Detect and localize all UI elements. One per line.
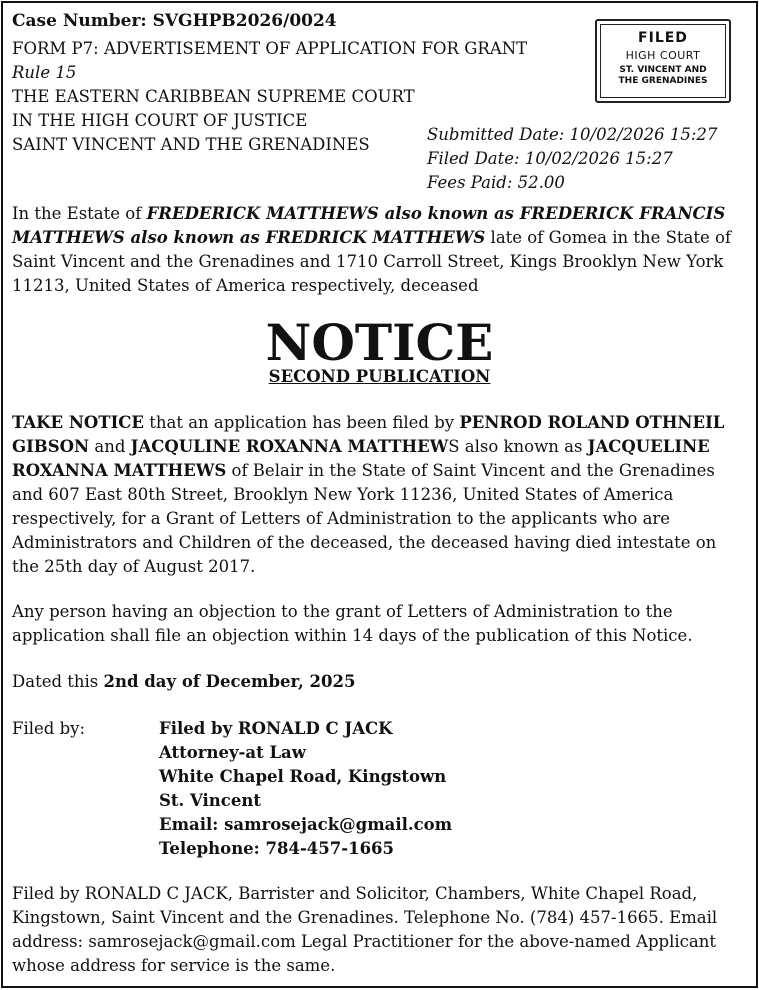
filed-by-label: Filed by: [12, 719, 86, 738]
applicant-2: JACQULINE ROXANNA MATTHEW [130, 437, 449, 456]
stamp-location-2: THE GRENADINES [618, 76, 708, 86]
submitted-date: Submitted Date: 10/02/2026 15:27 [427, 125, 718, 144]
dated-prefix: Dated this [12, 672, 104, 691]
objection-paragraph: Any person having an objection to the grant of Letters of Administration to the application shall file an objection within 14 days of the publication of this Notice. [12, 602, 693, 645]
stamp-court: HIGH COURT [625, 49, 701, 62]
take-notice-text: of Belair in the State of Saint Vincent and the Grenadines and 607 East 80th Street, Brooklyn New York 11236, United States of America respectively, for a Grant of Letters of Administration to the applicants who are Administrators and Children of the deceased, the deceased having died intestate on the 25th day of August 2017. [12, 461, 717, 576]
court-division: IN THE HIGH COURT OF JUSTICE [12, 111, 308, 130]
case-number: Case Number: SVGHPB2026/0024 [12, 11, 337, 31]
filed-stamp [595, 19, 731, 103]
rule-reference: Rule 15 [12, 63, 77, 82]
filed-by-title: Attorney-at Law [159, 743, 306, 762]
deceased-names: FREDERICK MATTHEWS also known as FREDERICK FRANCIS MATTHEWS also known as FREDRICK MATTHEWS [12, 204, 726, 247]
stamp-location-1: ST. VINCENT AND [619, 65, 707, 75]
take-notice-paragraph [12, 411, 744, 579]
applicant-1: PENROD ROLAND OTHNEIL GIBSON [12, 413, 725, 456]
estate-suffix: late of Gomea in the State of Saint Vincent and the Grenadines and 1710 Carroll Street, Kings Brooklyn New York 11213, United States of America respectively, deceased [12, 228, 732, 295]
court-jurisdiction: SAINT VINCENT AND THE GRENADINES [12, 135, 370, 154]
filed-by-telephone: Telephone: 784-457-1665 [159, 839, 395, 858]
dated-line [12, 670, 744, 694]
court-name: THE EASTERN CARIBBEAN SUPREME COURT [12, 87, 415, 106]
notice-title: NOTICE [265, 313, 494, 372]
estate-paragraph [12, 202, 744, 298]
filed-by-block [159, 717, 452, 861]
notice-subtitle-wrap [3, 365, 756, 389]
filed-by-email: Email: samrosejack@gmail.com [159, 815, 453, 834]
dated-date: 2nd day of December, 2025 [103, 672, 356, 691]
estate-prefix: In the Estate of [12, 204, 147, 223]
form-title: FORM P7: ADVERTISEMENT OF APPLICATION FOR GRANT [12, 39, 528, 58]
filed-by-country: St. Vincent [159, 791, 261, 810]
footer-paragraph: Filed by RONALD C JACK, Barrister and Solicitor, Chambers, White Chapel Road, Kingstown, Saint Vincent and the Grenadines. Telephone No. (784) 457-1665. Email address: samrosejack@gmail.com Legal Practitioner for the above-named Applicant whose address for service is the same. [12, 884, 718, 975]
filed-by-name: Filed by RONALD C JACK [159, 719, 393, 738]
notice-document [1, 1, 758, 988]
notice-subtitle: SECOND PUBLICATION [268, 367, 491, 386]
fees-paid: Fees Paid: 52.00 [427, 173, 565, 192]
take-notice-lead: TAKE NOTICE [12, 413, 144, 432]
applicant-2-alias: JACQUELINE ROXANNA MATTHEWS [12, 437, 710, 480]
take-notice-text: S also known as [448, 437, 588, 456]
filed-date: Filed Date: 10/02/2026 15:27 [427, 149, 673, 168]
take-notice-text: and [89, 437, 131, 456]
take-notice-text: that an application has been filed by [144, 413, 460, 432]
stamp-status: FILED [638, 30, 688, 46]
filed-by-street: White Chapel Road, Kingstown [159, 767, 447, 786]
